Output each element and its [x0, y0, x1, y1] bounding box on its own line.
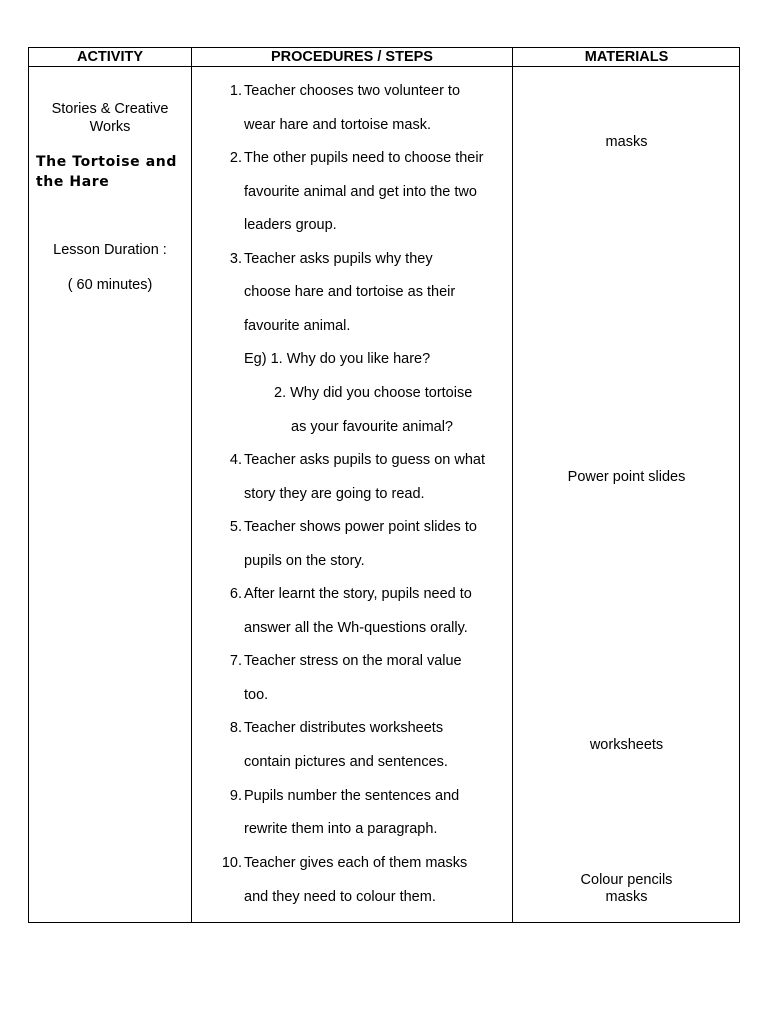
duration-label: Lesson Duration : [53, 242, 167, 258]
step-text: The other pupils need to choose their [244, 150, 484, 166]
step-number: 5. [229, 519, 242, 535]
step-text: Pupils number the sentences and [244, 788, 460, 804]
header-procedures: PROCEDURES / STEPS [271, 49, 433, 65]
material-masks: masks [605, 889, 648, 905]
lesson-table [28, 47, 740, 923]
step-text: contain pictures and sentences. [244, 754, 448, 770]
step-number: 10. [221, 855, 242, 871]
activity-category: Stories & Creative [51, 101, 169, 117]
step-text: choose hare and tortoise as their [244, 284, 456, 300]
step-number: 1. [229, 83, 242, 99]
story-title: the Hare [36, 174, 110, 190]
step-text: answer all the Wh-questions orally. [244, 620, 468, 636]
material-masks: masks [605, 134, 648, 150]
step-text: Teacher asks pupils why they [244, 251, 433, 267]
step-text: 2. Why did you choose tortoise [274, 385, 473, 401]
step-text: too. [244, 687, 269, 703]
step-text: favourite animal. [244, 318, 351, 334]
duration-value: ( 60 minutes) [67, 277, 153, 293]
step-text: Teacher chooses two volunteer to [244, 83, 461, 99]
story-title: The Tortoise and [36, 154, 177, 170]
column-divider [191, 48, 192, 922]
step-number: 2. [229, 150, 242, 166]
activity-category: Works [89, 119, 131, 135]
step-text: wear hare and tortoise mask. [244, 117, 431, 133]
step-text: story they are going to read. [244, 486, 425, 502]
step-text: Teacher distributes worksheets [244, 720, 444, 736]
step-text: Teacher asks pupils to guess on what [244, 452, 485, 468]
step-text: as your favourite animal? [291, 419, 453, 435]
header-activity: ACTIVITY [76, 49, 144, 65]
step-text: Eg) 1. Why do you like hare? [244, 351, 431, 367]
step-text: Teacher stress on the moral value [244, 653, 462, 669]
step-number: 7. [229, 653, 242, 669]
step-text: Teacher shows power point slides to [244, 519, 477, 535]
header-materials: MATERIALS [584, 49, 669, 65]
step-text: Teacher gives each of them masks [244, 855, 468, 871]
material-worksheets: worksheets [589, 737, 664, 753]
material-slides: Power point slides [567, 469, 686, 485]
material-pencils: Colour pencils [580, 872, 673, 888]
step-text: After learnt the story, pupils need to [244, 586, 472, 602]
step-text: leaders group. [244, 217, 337, 233]
step-text: pupils on the story. [244, 553, 365, 569]
step-number: 6. [229, 586, 242, 602]
step-number: 8. [229, 720, 242, 736]
step-text: rewrite them into a paragraph. [244, 821, 438, 837]
step-text: favourite animal and get into the two [244, 184, 477, 200]
step-text: and they need to colour them. [244, 889, 436, 905]
step-number: 9. [229, 788, 242, 804]
step-number: 3. [229, 251, 242, 267]
step-number: 4. [229, 452, 242, 468]
